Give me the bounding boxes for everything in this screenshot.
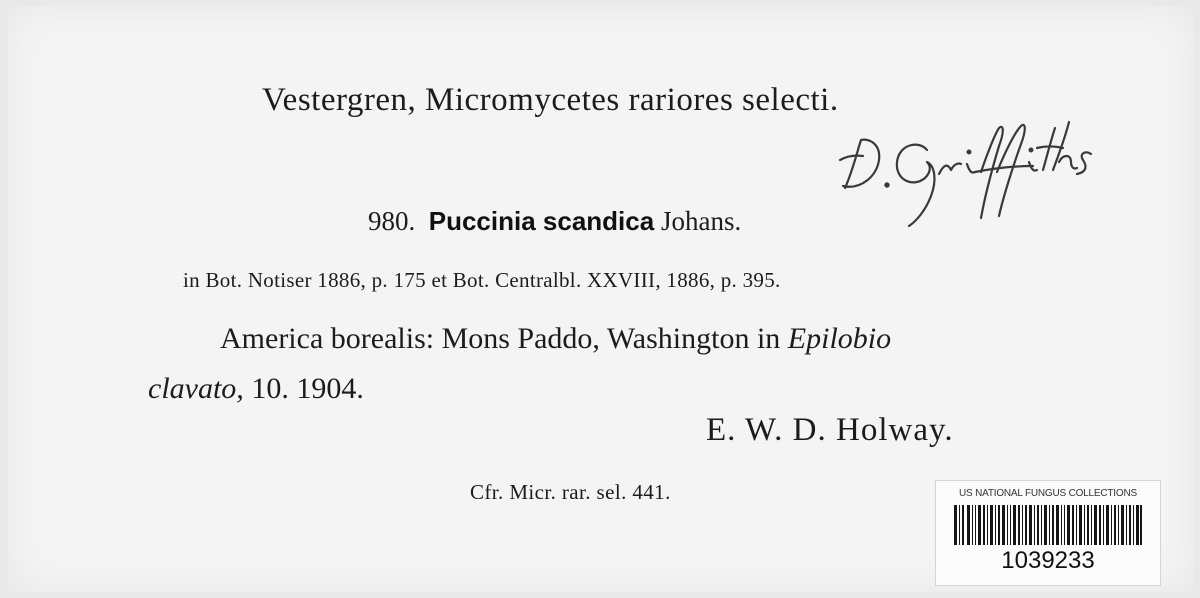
collection-name: US NATIONAL FUNGUS COLLECTIONS	[959, 488, 1137, 499]
catalog-number: 1039233	[1001, 547, 1095, 574]
host-genus: Epilobio	[787, 322, 892, 355]
host-epithet: clavato,	[148, 372, 244, 405]
locality-line	[220, 322, 891, 356]
barcode-bars	[954, 505, 1142, 545]
handwritten-signature	[835, 100, 1100, 235]
barcode-label	[935, 480, 1161, 586]
collection-date: 10. 1904.	[251, 372, 364, 405]
locality-text: America borealis: Mons Paddo, Washington in	[220, 322, 781, 355]
collector-name: E. W. D. Holway.	[706, 412, 954, 448]
literature-citation: in Bot. Notiser 1886, p. 175 et Bot. Centralbl. XXVIII, 1886, p. 395.	[183, 268, 781, 292]
series-title: Vestergren, Micromycetes rariores selecti.	[262, 82, 839, 118]
species-author: Johans.	[660, 206, 742, 236]
species-line	[368, 206, 741, 237]
host-date-line	[148, 372, 364, 406]
species-name: Puccinia scandica	[428, 206, 655, 236]
specimen-number: 980.	[368, 206, 416, 236]
cross-reference: Cfr. Micr. rar. sel. 441.	[470, 480, 671, 504]
